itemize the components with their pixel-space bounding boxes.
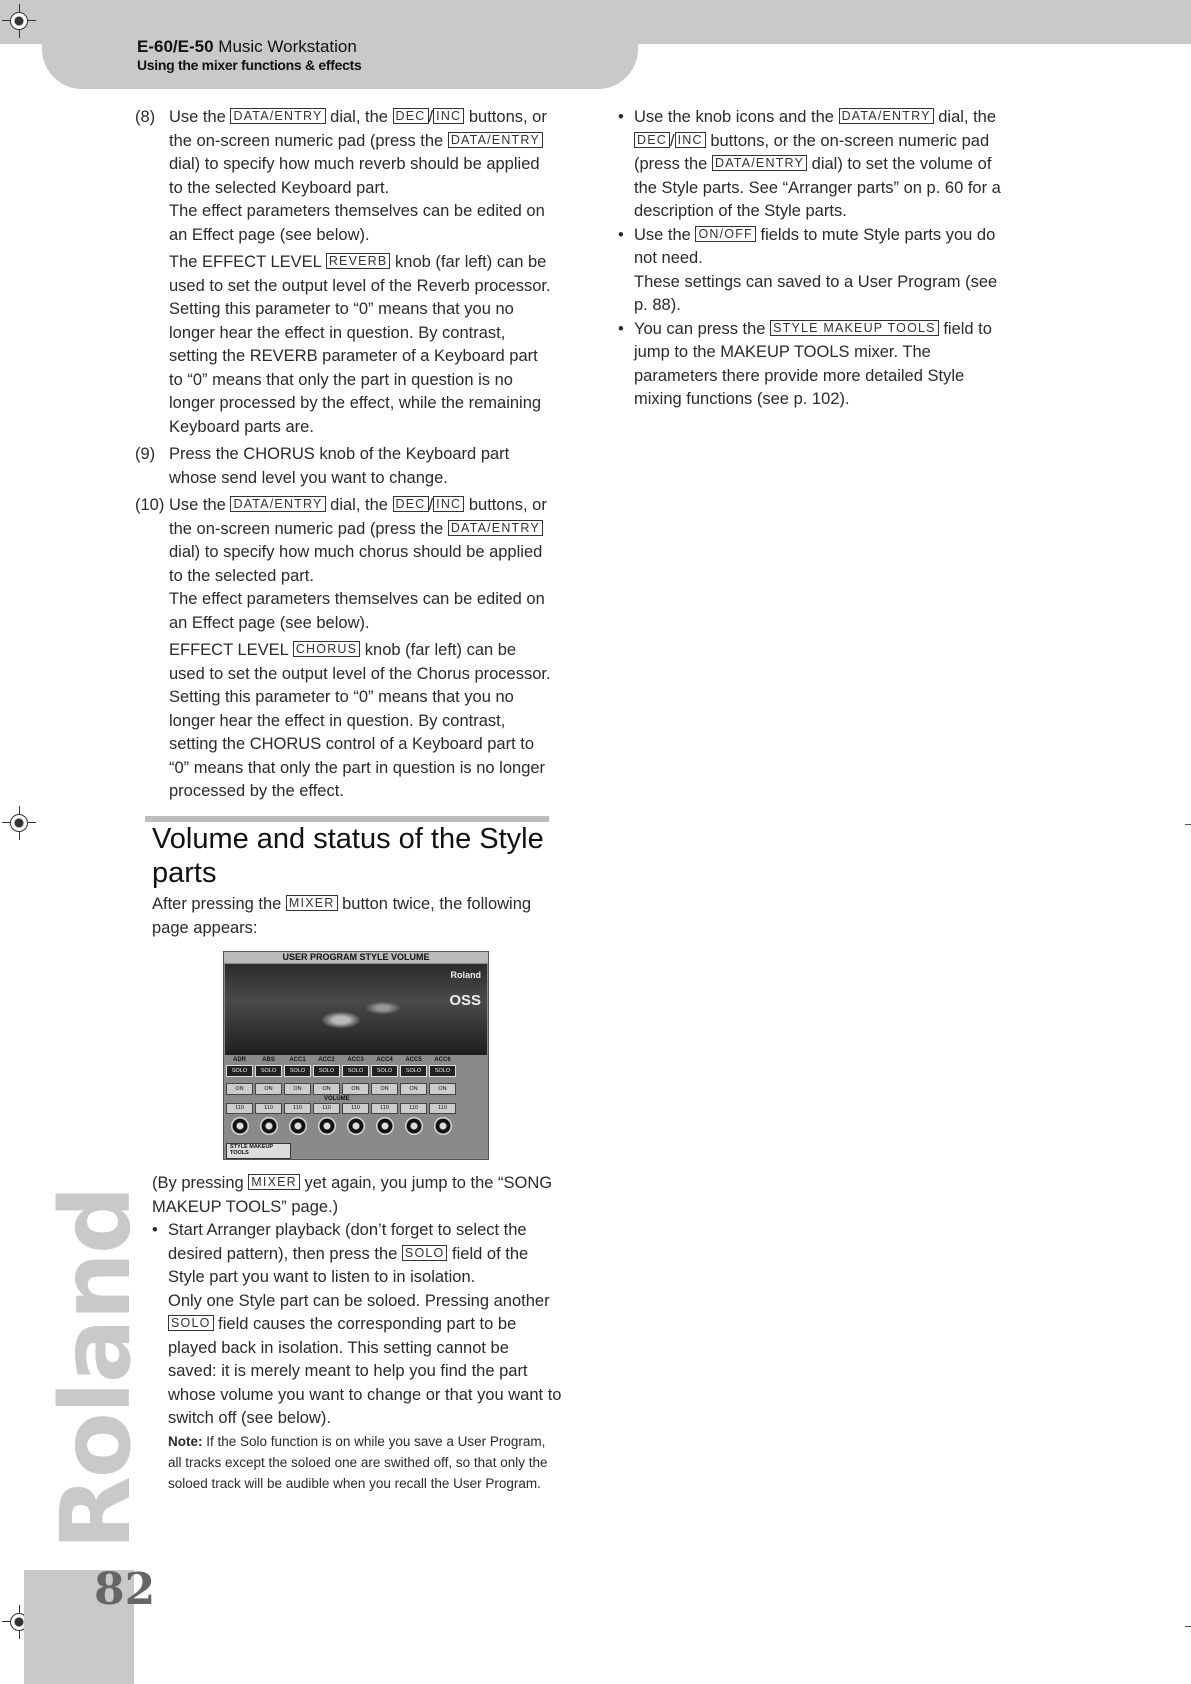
key-label: INC <box>433 496 464 512</box>
crop-tick <box>1185 824 1191 825</box>
volume-knob[interactable] <box>284 1103 311 1135</box>
volume-knob[interactable] <box>255 1103 282 1135</box>
paragraph: The EFFECT LEVEL REVERB knob (far left) can be used to set the output level of the Reverb processor. Setting this parameter to “0” means that you no longer hear the effect in question. By contrast, setting the REVERB parameter of a Keyboard part to “0” means that only the part in question is no longer processed by the effect, while the remaining Keyboard parts are. <box>169 253 551 436</box>
step-number: (10) <box>135 496 165 514</box>
step-text: buttons, or the on-screen numeric pad (press the <box>169 108 547 150</box>
key-label: INC <box>675 132 706 148</box>
on-off-button[interactable]: ON <box>400 1083 427 1095</box>
page-number: 82 <box>94 1564 156 1615</box>
key-label: DEC <box>634 132 670 148</box>
brand-logo: Roland <box>40 1187 152 1550</box>
paragraph: The effect parameters themselves can be edited on an Effect page (see below). <box>169 202 545 244</box>
header-subtitle: Using the mixer functions & effects <box>137 57 362 73</box>
on-off-button[interactable]: ON <box>255 1083 282 1095</box>
note <box>152 1431 562 1494</box>
step-number: (9) <box>135 445 156 463</box>
volume-knob[interactable] <box>371 1103 398 1135</box>
knob-icon <box>260 1117 278 1135</box>
registration-mark-icon <box>2 806 36 840</box>
step-number: (8) <box>135 108 156 126</box>
brand-logo: Roland <box>450 970 481 980</box>
part-name: ACC4 <box>376 1057 393 1063</box>
key-label: STYLE MAKEUP TOOLS <box>770 320 939 336</box>
knob-icon <box>405 1117 423 1135</box>
part-name: ACC3 <box>347 1057 364 1063</box>
key-label: MIXER <box>286 895 338 911</box>
volume-knob[interactable] <box>400 1103 427 1135</box>
style-parts <box>226 1057 451 1095</box>
part-column <box>429 1057 456 1095</box>
bullet-icon: • <box>152 1221 158 1239</box>
solo-button[interactable]: SOLO <box>400 1065 427 1077</box>
volume-knob[interactable] <box>226 1103 253 1135</box>
key-label: DATA/ENTRY <box>839 108 934 124</box>
on-off-button[interactable]: ON <box>342 1083 369 1095</box>
knob-icon <box>347 1117 365 1135</box>
volume-label: VOLUME <box>324 1096 350 1102</box>
performers-image <box>285 984 425 1044</box>
volume-value: 110 <box>226 1103 253 1114</box>
volume-value: 110 <box>429 1103 456 1114</box>
bullet-icon: • <box>618 319 624 338</box>
solo-button[interactable]: SOLO <box>226 1065 253 1077</box>
knob-icon <box>231 1117 249 1135</box>
band-photo <box>225 964 487 1055</box>
volume-value: 110 <box>313 1103 340 1114</box>
knob-icon <box>318 1117 336 1135</box>
step-text: Use the <box>169 108 226 126</box>
key-label: DATA/ENTRY <box>230 496 325 512</box>
key-label: SOLO <box>168 1315 214 1331</box>
step-9 <box>135 443 555 490</box>
part-column <box>255 1057 282 1095</box>
left-column <box>135 106 555 804</box>
key-label: DATA/ENTRY <box>712 155 807 171</box>
knob-icon <box>289 1117 307 1135</box>
registration-mark-icon <box>2 4 36 38</box>
key-label: DATA/ENTRY <box>230 108 325 124</box>
bullet-item: • Use the ON/OFF fields to mute Style parts you do not need. These settings can saved to a User Program (see p. 88). <box>618 225 998 314</box>
solo-button[interactable]: SOLO <box>371 1065 398 1077</box>
bullet-item: • Start Arranger playback (don’t forget to select the desired pattern), then press the SOLO field of the Style part you want to listen to in isolation. Only one Style part can be soloed. Pressing another SOLO field causes the corresponding part to be played back in isolation. This setting cannot be saved: it is merely meant to help you find the part whose volume you want to change or that you want to switch off (see below). <box>152 1221 562 1427</box>
crop-tick <box>1185 1626 1191 1627</box>
note-text: If the Solo function is on while you save a User Program, all tracks except the soloed one are swithed off, so that only the soloed track will be audible when you recall the User Program. <box>168 1433 548 1491</box>
knob-icon <box>376 1117 394 1135</box>
paragraph: (By pressing MIXER yet again, you jump to the “SONG MAKEUP TOOLS” page.) <box>152 1174 553 1216</box>
bullet-item: • You can press the STYLE MAKEUP TOOLS field to jump to the MAKEUP TOOLS mixer. The parameters there provide more detailed Style mixing functions (see p. 102). <box>618 319 992 408</box>
key-label: DATA/ENTRY <box>448 132 543 148</box>
volume-value: 110 <box>284 1103 311 1114</box>
volume-value: 110 <box>371 1103 398 1114</box>
key-label: DEC <box>393 496 429 512</box>
solo-button[interactable]: SOLO <box>255 1065 282 1077</box>
step-8: (8) Use the DATA/ENTRY dial, the DEC / INC buttons, or the on-screen numeric pad (press the DATA/ENTRY dial) to specify how much reverb should be applied to the selected Keyboard part. <box>135 108 547 197</box>
section-body <box>152 1172 562 1494</box>
part-name: ACC6 <box>434 1057 451 1063</box>
on-off-button[interactable]: ON <box>429 1083 456 1095</box>
section-title: Volume and status of the Style parts <box>152 823 544 889</box>
section-intro <box>152 893 562 940</box>
key-label: DATA/ENTRY <box>448 520 543 536</box>
part-column <box>400 1057 427 1095</box>
volume-value: 110 <box>255 1103 282 1114</box>
part-name: ACC5 <box>405 1057 422 1063</box>
screen-title: USER PROGRAM STYLE VOLUME <box>224 952 488 963</box>
stage-banner: OSS <box>449 992 481 1009</box>
on-off-button[interactable]: ON <box>313 1083 340 1095</box>
part-name: ACC2 <box>318 1057 335 1063</box>
step-text: dial) to specify how much reverb should be applied to the selected Keyboard part. <box>169 155 540 197</box>
key-label: DEC <box>393 108 429 124</box>
on-off-button[interactable]: ON <box>371 1083 398 1095</box>
on-off-button[interactable]: ON <box>284 1083 311 1095</box>
part-column <box>313 1057 340 1095</box>
part-name: ABS <box>262 1057 275 1063</box>
part-name: ACC1 <box>289 1057 306 1063</box>
solo-button[interactable]: SOLO <box>313 1065 340 1077</box>
volume-value: 110 <box>400 1103 427 1114</box>
key-label: INC <box>433 108 464 124</box>
part-name: ADR <box>233 1057 246 1063</box>
volume-knob[interactable] <box>313 1103 340 1135</box>
volume-knob[interactable] <box>429 1103 456 1135</box>
solo-button[interactable]: SOLO <box>284 1065 311 1077</box>
bullet-icon: • <box>618 108 624 126</box>
part-column <box>226 1057 253 1095</box>
style-makeup-tools-button[interactable]: STYLE MAKEUP TOOLS <box>226 1143 291 1159</box>
key-label: REVERB <box>326 253 391 269</box>
note-label: Note: <box>168 1433 203 1449</box>
part-column <box>371 1057 398 1095</box>
paragraph: The effect parameters themselves can be edited on an Effect page (see below). <box>169 590 545 632</box>
key-label: CHORUS <box>293 641 360 657</box>
volume-knob[interactable] <box>342 1103 369 1135</box>
key-label: ON/OFF <box>695 226 755 242</box>
part-column <box>284 1057 311 1095</box>
bullet-item: • Use the knob icons and the DATA/ENTRY dial, the DEC / INC buttons, or the on-screen numeric pad (press the DATA/ENTRY dial) to set the volume of the Style parts. See “Arranger parts” on p. 60 for a description of the Style parts. <box>618 108 1001 220</box>
solo-button[interactable]: SOLO <box>429 1065 456 1077</box>
on-off-button[interactable]: ON <box>226 1083 253 1095</box>
header-title: E-60/E-50 Music Workstation <box>137 37 357 56</box>
step-10: (10) Use the DATA/ENTRY dial, the DEC / INC buttons, or the on-screen numeric pad (press the DATA/ENTRY dial) to specify how much chorus should be applied to the selected part. <box>135 496 547 585</box>
part-column <box>342 1057 369 1095</box>
paragraph: After pressing the MIXER button twice, the following page appears: <box>152 895 532 937</box>
right-column <box>618 106 1008 412</box>
volume-knobs <box>226 1103 446 1137</box>
key-label: MIXER <box>248 1174 300 1190</box>
solo-button[interactable]: SOLO <box>342 1065 369 1077</box>
volume-value: 110 <box>342 1103 369 1114</box>
key-label: SOLO <box>402 1245 448 1261</box>
knob-icon <box>434 1117 452 1135</box>
step-text: dial, the <box>330 108 388 126</box>
mixer-screenshot <box>223 951 489 1160</box>
bullet-icon: • <box>618 225 624 244</box>
paragraph: EFFECT LEVEL CHORUS knob (far left) can be used to set the output level of the Chorus processor. Setting this parameter to “0” means that you no longer hear the effect in question. By contrast, setting the CHORUS control of a Keyboard part to “0” means that only the part in question is no longer processed by the effect. <box>169 641 551 800</box>
step-text: Press the CHORUS knob of the Keyboard part whose send level you want to change. <box>169 445 510 487</box>
